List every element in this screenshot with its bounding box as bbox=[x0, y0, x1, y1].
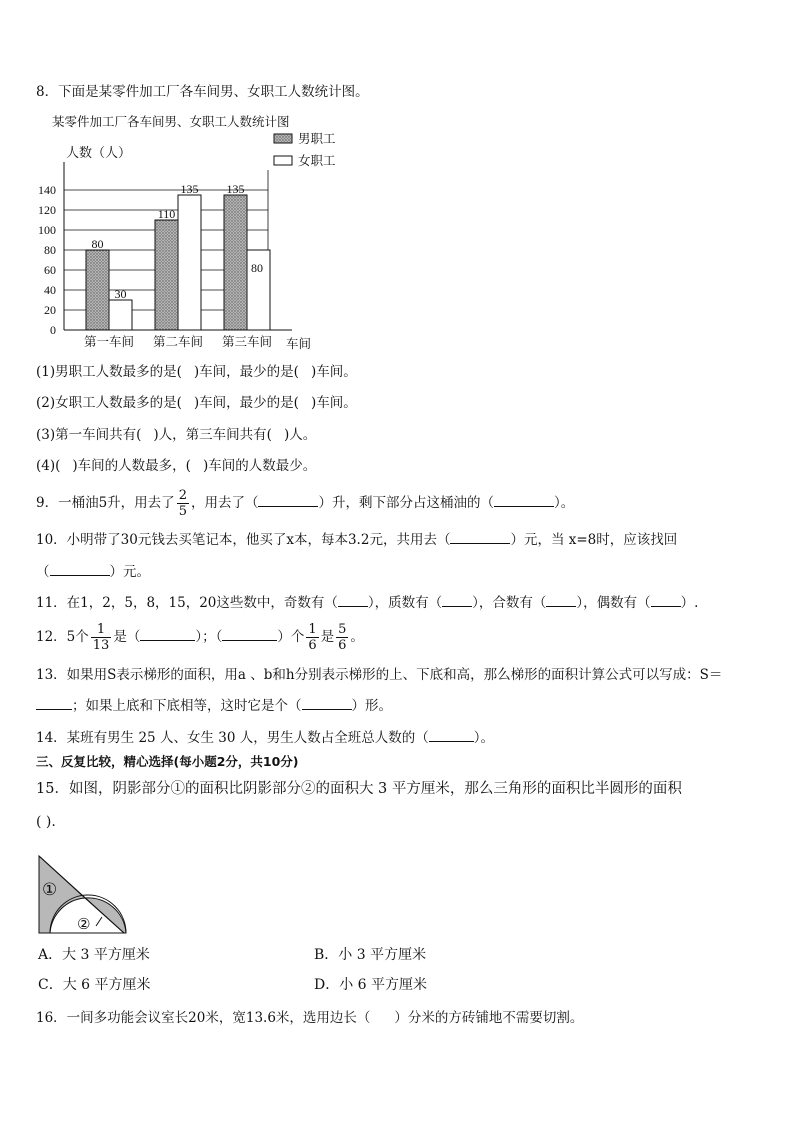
data-label: 30 bbox=[114, 287, 127, 301]
label-1: ① bbox=[42, 880, 58, 900]
bar-chart bbox=[30, 106, 360, 356]
fraction: $\frac{2}{5}$ bbox=[178, 488, 187, 519]
data-label: 80 bbox=[251, 261, 263, 275]
fraction: $\frac{1}{13}$ bbox=[92, 622, 110, 653]
chart-xlabel: 车间 bbox=[286, 337, 312, 351]
option-a[interactable]: A．大 3 平方厘米 bbox=[38, 947, 150, 963]
answer-blank[interactable] bbox=[50, 561, 110, 576]
data-label: 135 bbox=[180, 182, 199, 196]
chart-ylabel: 人数（人） bbox=[66, 145, 132, 160]
answer-blank[interactable] bbox=[429, 727, 474, 742]
section-heading: 三、反复比较，精心选择(每小题2分，共10分) bbox=[36, 754, 299, 769]
fraction: $\frac{1}{6}$ bbox=[308, 622, 317, 653]
q9: 9．一桶油5升，用去了 $\frac{2}{5}$ ，用去了（ ）升，剩下部分占这桶油的（ ）。 bbox=[36, 488, 575, 519]
legend-label: 女职工 bbox=[298, 154, 336, 168]
answer-blank[interactable] bbox=[651, 592, 681, 607]
option-d[interactable]: D．小 6 平方厘米 bbox=[314, 977, 428, 993]
y-tick-label: 120 bbox=[38, 203, 56, 217]
y-tick-label: 80 bbox=[44, 243, 56, 257]
q8-sub3: (3)第一车间共有( )人，第三车间共有( )人。 bbox=[36, 427, 317, 443]
y-tick-label: 100 bbox=[38, 223, 56, 237]
q11: 11．在1，2，5，8，15，20这些数中，奇数有（ ），质数有（ ），合数有（ ），偶数有（ ）. bbox=[36, 592, 698, 613]
data-label: 80 bbox=[91, 237, 104, 251]
option-b[interactable]: B．小 3 平方厘米 bbox=[314, 947, 427, 963]
bar-female bbox=[109, 300, 132, 330]
legend-label: 男职工 bbox=[298, 132, 336, 146]
data-label: 110 bbox=[157, 207, 176, 221]
chart-categories bbox=[84, 334, 272, 349]
answer-blank[interactable] bbox=[222, 626, 277, 641]
fraction: $\frac{5}{6}$ bbox=[338, 622, 347, 653]
y-tick-label: 20 bbox=[44, 303, 56, 317]
chart-legend bbox=[274, 132, 336, 168]
q13-line1: 13．如果用S表示梯形的面积，用a 、b和h分别表示梯形的上、下底和高，那么梯形的面积计算公式可以写成：S＝ bbox=[36, 667, 723, 683]
answer-blank[interactable] bbox=[36, 695, 72, 710]
y-tick-label: 0 bbox=[50, 323, 56, 337]
bar-male bbox=[224, 195, 247, 330]
answer-blank[interactable] bbox=[338, 592, 368, 607]
legend-swatch bbox=[274, 156, 292, 165]
q10-line2: （ ）元。 bbox=[36, 561, 150, 582]
answer-blank[interactable] bbox=[450, 529, 510, 544]
bar-male bbox=[86, 250, 109, 330]
q12: 12．5个 $\frac{1}{13}$ 是（ ）；（ ）个 $\frac{1}{6}$ 是 $\frac{5}{6}$ 。 bbox=[36, 622, 364, 653]
option-c[interactable]: C．大 6 平方厘米 bbox=[38, 977, 151, 993]
x-category-label: 第三车间 bbox=[221, 335, 273, 349]
q8-text: 8．下面是某零件加工厂各车间男、女职工人数统计图。 bbox=[36, 84, 369, 100]
answer-blank[interactable] bbox=[442, 592, 472, 607]
q8-sub2: (2)女职工人数最多的是( )车间，最少的是( )车间。 bbox=[36, 395, 357, 411]
x-category-label: 第二车间 bbox=[152, 335, 204, 349]
chart-title: 某零件加工厂各车间男、女职工人数统计图 bbox=[52, 115, 290, 129]
q15-line2: ( ). bbox=[36, 814, 56, 830]
y-tick-label: 60 bbox=[44, 263, 56, 277]
legend-swatch bbox=[274, 134, 292, 143]
answer-blank[interactable] bbox=[258, 492, 318, 507]
bar-female bbox=[178, 195, 201, 330]
q10-line1: 10．小明带了30元钱去买笔记本，他买了x本，每本3.2元，共用去（ ）元，当 x=8时，应该找回 bbox=[36, 529, 677, 550]
answer-blank[interactable] bbox=[302, 695, 352, 710]
chart-yticks bbox=[38, 183, 56, 337]
bar-male bbox=[155, 220, 178, 330]
q14: 14．某班有男生 25 人、女生 30 人，男生人数占全班总人数的（ ）。 bbox=[36, 727, 494, 748]
q13-line2: ；如果上底和下底相等，这时它是个（ ）形。 bbox=[36, 695, 392, 716]
y-tick-label: 140 bbox=[38, 183, 56, 197]
label-2: ② bbox=[77, 915, 91, 933]
q8-sub4: (4)( )车间的人数最多，( )车间的人数最少。 bbox=[36, 458, 317, 474]
x-category-label: 第一车间 bbox=[83, 335, 135, 349]
answer-blank[interactable] bbox=[546, 592, 576, 607]
q15-line1: 15．如图，阴影部分①的面积比阴影部分②的面积大 3 平方厘米，那么三角形的面积比半圆形的面积 bbox=[36, 781, 682, 797]
pointer-line bbox=[96, 917, 102, 926]
answer-blank[interactable] bbox=[140, 626, 195, 641]
q16: 16．一间多功能会议室长20米，宽13.6米，选用边长（ ）分米的方砖铺地不需要切割。 bbox=[36, 1010, 584, 1026]
answer-blank[interactable] bbox=[494, 492, 554, 507]
data-label: 135 bbox=[226, 182, 245, 196]
geometry-figure bbox=[36, 853, 132, 939]
q8-sub1: (1)男职工人数最多的是( )车间，最少的是( )车间。 bbox=[36, 364, 357, 380]
chart-bars bbox=[86, 195, 270, 330]
y-tick-label: 40 bbox=[44, 283, 56, 297]
